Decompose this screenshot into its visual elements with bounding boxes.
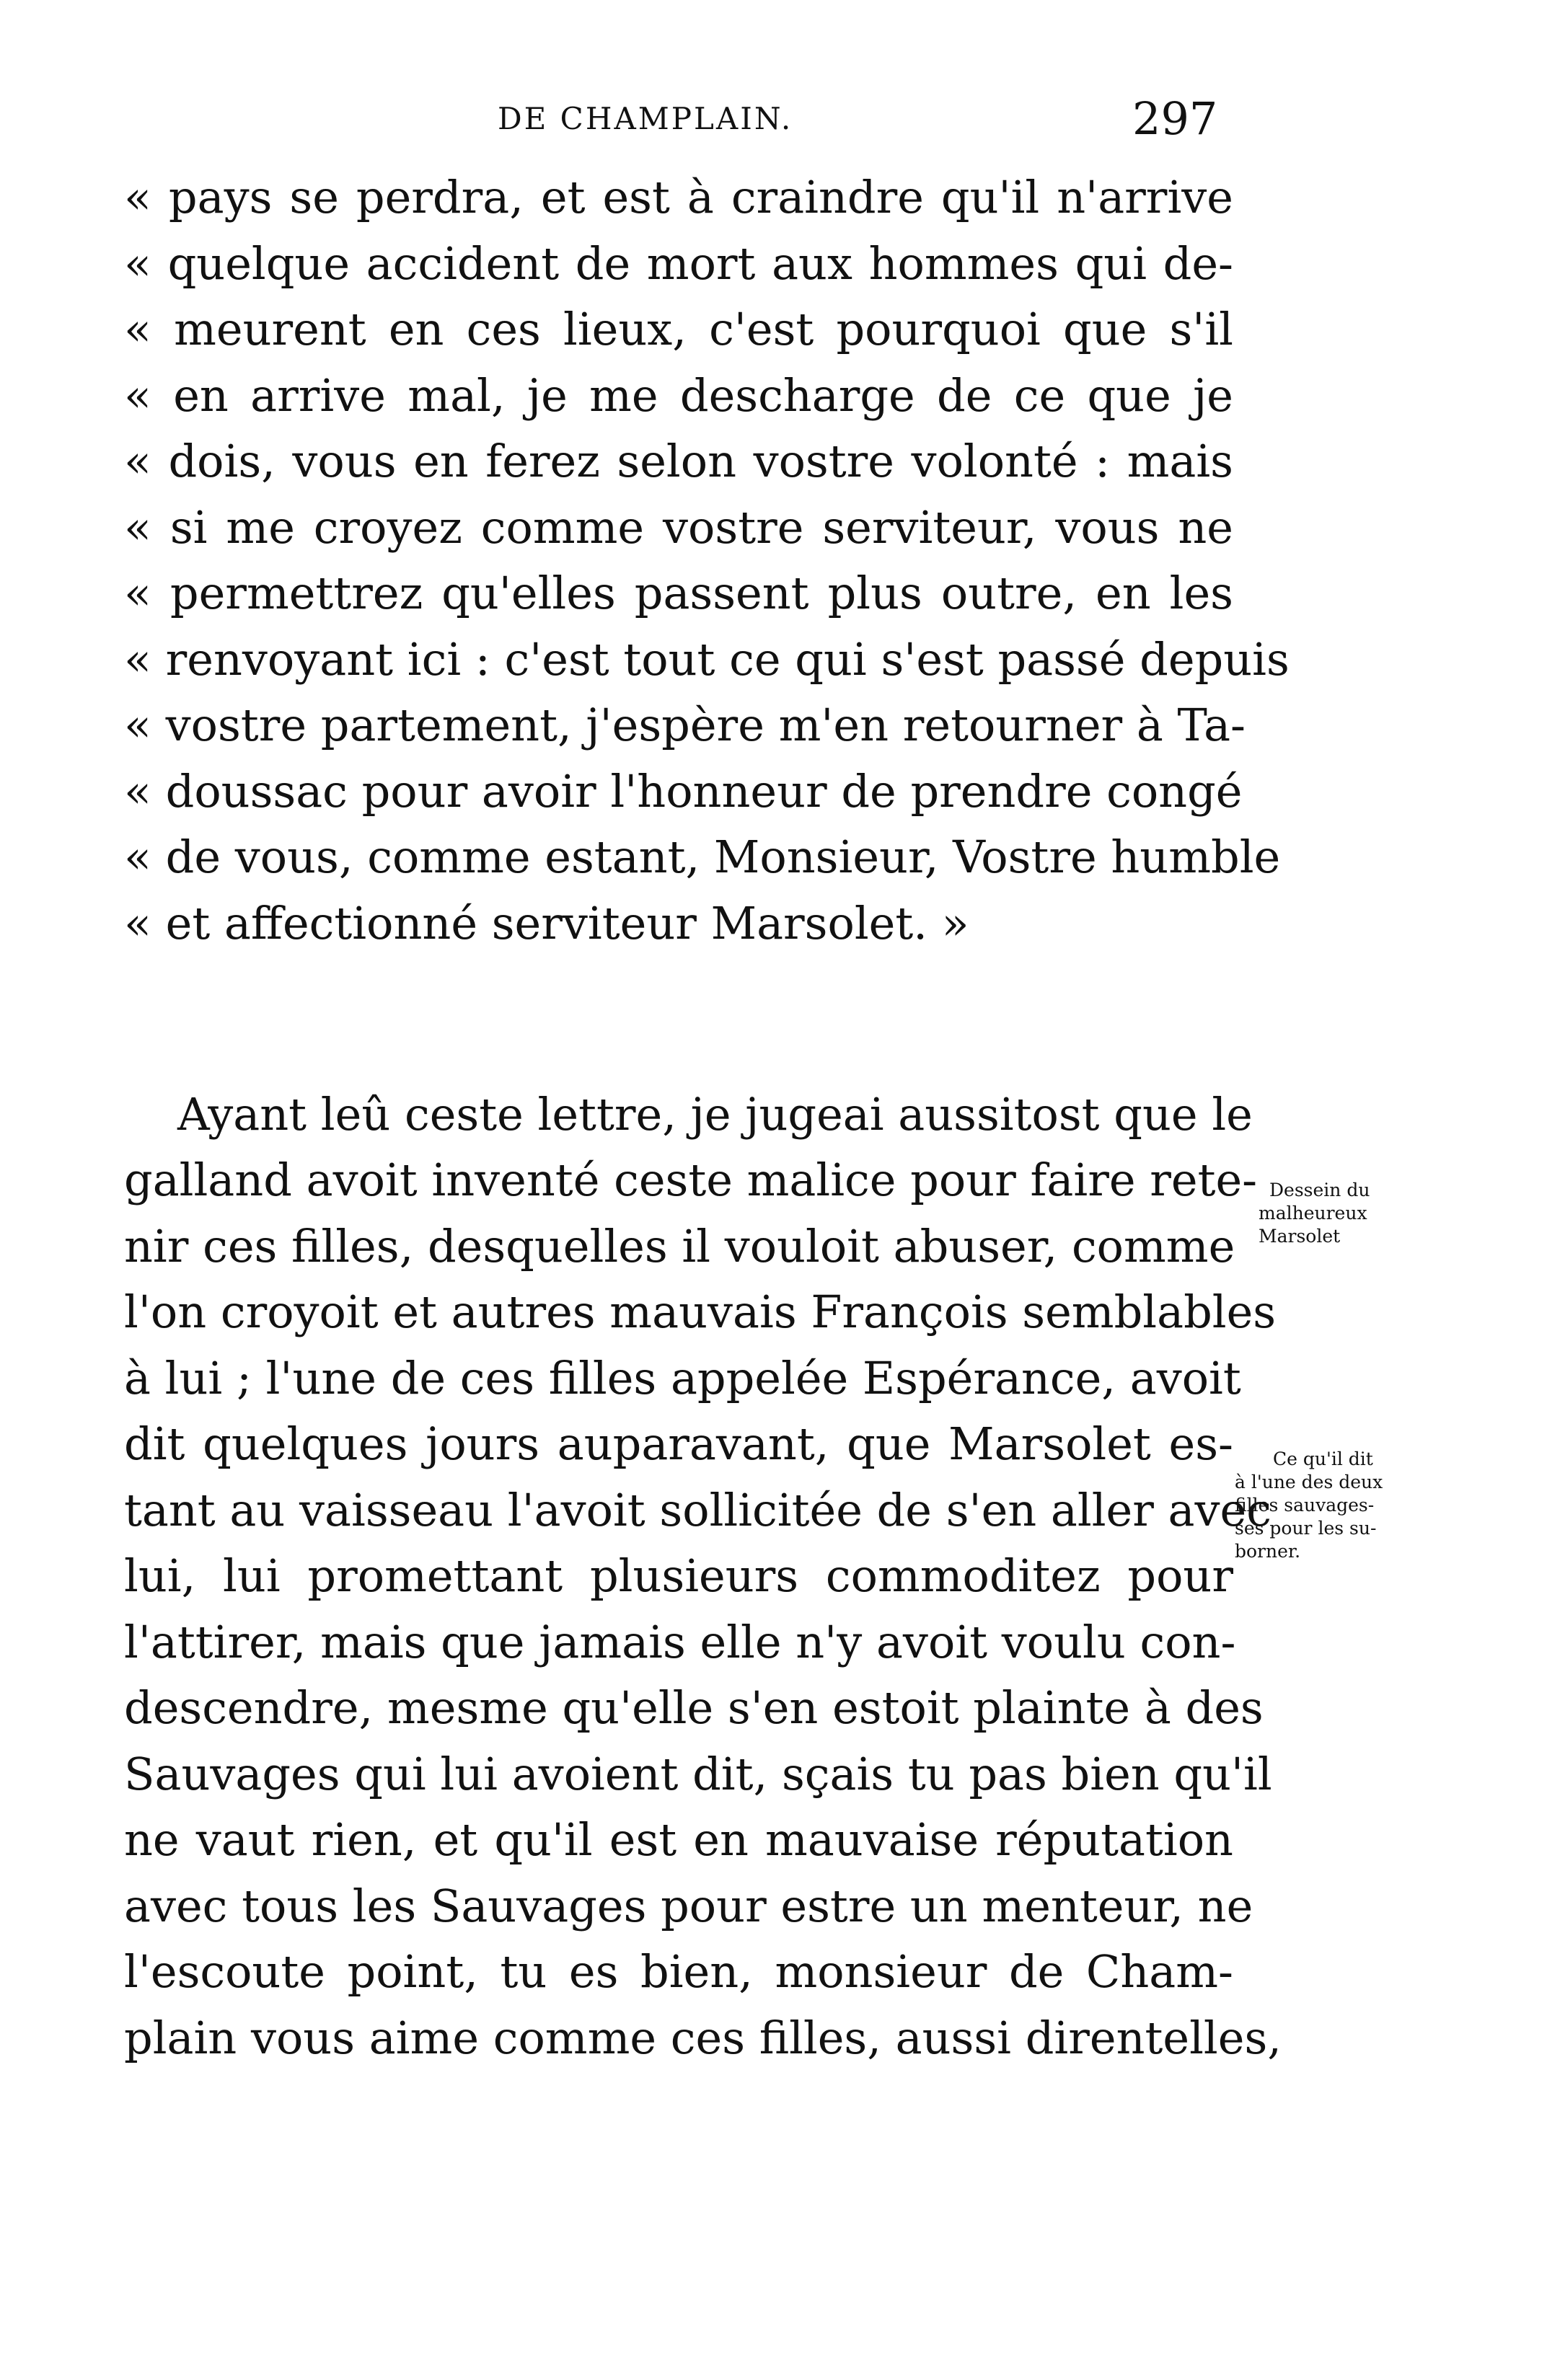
margin-note-line: Dessein du (1269, 1180, 1370, 1200)
text-line: « et affectionné serviteur Marsolet. » (124, 897, 969, 950)
text-line: l'escoute point, tu es bien, monsieur de Cham- (124, 1945, 1233, 1998)
text-line: Sauvages qui lui avoient dit, sçais tu pas bien qu'il (124, 1748, 1272, 1800)
text-line: « dois, vous en ferez selon vostre volonté : mais (124, 435, 1233, 487)
text-line: « de vous, comme estant, Monsieur, Vostre humble (124, 831, 1281, 883)
text-line: dit quelques jours auparavant, que Marsolet es- (124, 1417, 1233, 1470)
text-line: « renvoyant ici : c'est tout ce qui s'est passé depuis (124, 633, 1290, 686)
text-line: « si me croyez comme vostre serviteur, vous ne (124, 501, 1233, 554)
margin-note-line: borner. (1235, 1541, 1301, 1562)
text-line: lui, lui promettant plusieurs commoditez pour (124, 1549, 1233, 1602)
text-line: « meurent en ces lieux, c'est pourquoi que s'il (124, 303, 1233, 355)
text-line: « doussac pour avoir l'honneur de prendre congé (124, 765, 1243, 818)
text-line: l'attirer, mais que jamais elle n'y avoit voulu con- (124, 1616, 1236, 1668)
running-head: DE CHAMPLAIN. (498, 101, 793, 136)
text-line: Ayant leû ceste lettre, je jugeai aussitost que le (177, 1088, 1253, 1141)
text-line: « permettrez qu'elles passent plus outre, en les (124, 567, 1233, 619)
text-line: plain vous aime comme ces filles, aussi direntelles, (124, 2012, 1282, 2064)
text-line: descendre, mesme qu'elle s'en estoit plainte à des (124, 1681, 1264, 1734)
text-line: « pays se perdra, et est à craindre qu'il n'arrive (124, 171, 1233, 224)
margin-note-line: ses pour les su- (1235, 1518, 1377, 1539)
text-line: « en arrive mal, je me descharge de ce que je (124, 369, 1233, 422)
margin-note-line: Marsolet (1259, 1226, 1341, 1247)
text-line: ne vaut rien, et qu'il est en mauvaise réputation (124, 1813, 1233, 1866)
text-line: nir ces filles, desquelles il vouloit abuser, comme (124, 1220, 1235, 1273)
text-line: « quelque accident de mort aux hommes qui de- (124, 237, 1233, 290)
margin-note-line: à l'une des deux (1235, 1472, 1383, 1492)
margin-note-line: Ce qu'il dit (1273, 1448, 1373, 1469)
text-line: galland avoit inventé ceste malice pour faire rete- (124, 1154, 1258, 1206)
margin-note-line: malheureux (1259, 1203, 1367, 1224)
margin-note-line: filles sauvages- (1235, 1495, 1375, 1516)
page-number: 297 (1132, 92, 1218, 145)
text-line: tant au vaisseau l'avoit sollicitée de s'en aller avec (124, 1484, 1271, 1536)
text-line: à lui ; l'une de ces filles appelée Espérance, avoit (124, 1352, 1241, 1404)
text-line: avec tous les Sauvages pour estre un menteur, ne (124, 1880, 1253, 1932)
text-line: « vostre partement, j'espère m'en retourner à Ta- (124, 699, 1246, 751)
text-line: l'on croyoit et autres mauvais François semblables (124, 1286, 1277, 1338)
